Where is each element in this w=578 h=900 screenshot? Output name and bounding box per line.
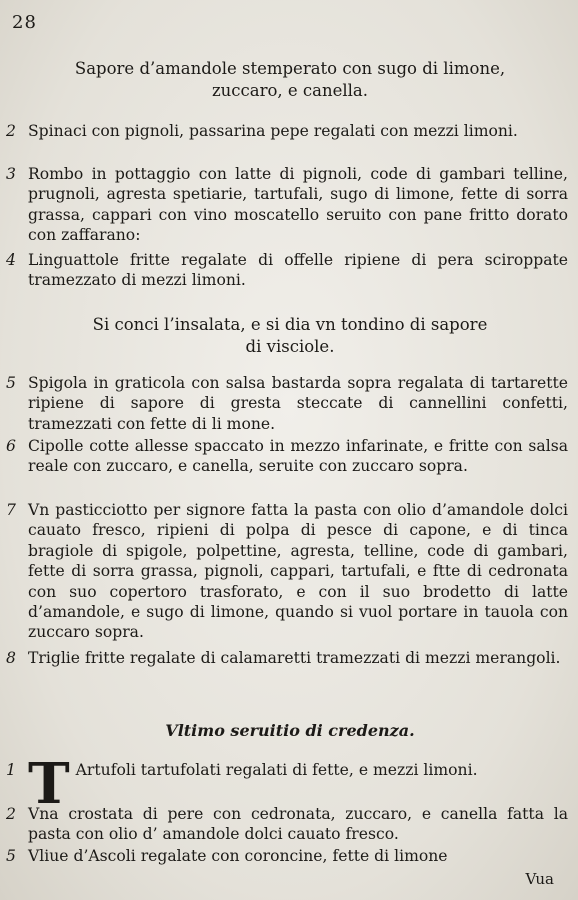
recipe-entry-7 [6, 500, 568, 643]
entry-text: Spigola in graticola con salsa bastarda sopra regalata di tartarette ripiene di sapore di gresta steccate di cannellini confetti, tramezzati con fette di li mone. [28, 374, 568, 433]
heading-line: zuccaro, e canella. [211, 81, 369, 100]
section-heading-insalata [20, 314, 560, 358]
entry-number: 1 [6, 761, 16, 779]
entry-number: 2 [6, 805, 16, 823]
entry-number: 6 [6, 437, 16, 455]
heading-line: Si conci l’insalata, e si dia vn tondino di sapore [92, 315, 488, 334]
page-number: 28 [12, 12, 37, 33]
heading-line: di visciole. [245, 337, 335, 356]
heading-line: Sapore d’amandole stemperato con sugo di limone, [74, 59, 506, 78]
credenza-entry-5 [6, 846, 568, 866]
recipe-entry-2 [6, 121, 568, 141]
recipe-entry-3 [6, 164, 568, 246]
recipe-entry-5 [6, 373, 568, 434]
entry-text: Spinaci con pignoli, passarina pepe regalati con mezzi limoni. [28, 122, 518, 140]
entry-text: Cipolle cotte allesse spaccato in mezzo infarinate, e fritte con salsa reale con zuccaro, e canella, seruite con zuccaro sopra. [28, 437, 568, 476]
entry-number: 5 [6, 847, 16, 865]
entry-text: Rombo in pottaggio con latte di pignoli, code di gambari telline, prugnoli, agresta spetiarie, tartufali, sugo di limone, fette di sorra grassa, cappari con vino moscatello seruito con pane fritto dorato con zaffarano: [28, 165, 568, 245]
recipe-entry-8 [6, 648, 568, 668]
entry-number: 3 [6, 165, 16, 183]
drop-cap-letter: T [28, 751, 70, 817]
entry-text: Linguattole fritte regalate di offelle ripiene di pera sciroppate tramezzato di mezzi limoni. [28, 251, 568, 290]
entry-text: Vna crostata di pere con cedronata, zuccaro, e canella fatta la pasta con olio d’ amandole dolci cauato fresco. [28, 805, 568, 844]
entry-number: 8 [6, 649, 16, 667]
entry-number: 2 [6, 122, 16, 140]
entry-text: Triglie fritte regalate di calamaretti tramezzati di mezzi merangoli. [28, 649, 561, 667]
entry-text: Artufoli tartufolati regalati di fette, e mezzi limoni. [75, 761, 478, 779]
recipe-entry-4 [6, 250, 568, 291]
recipe-entry-6 [6, 436, 568, 477]
section-heading-ultimo: Vltimo seruitio di credenza. [165, 721, 415, 740]
catchword: Vua [525, 870, 554, 888]
entry-text: Vliue d’Ascoli regalate con coroncine, fette di limone [28, 847, 448, 865]
credenza-entry-1 [6, 751, 568, 817]
entry-number: 4 [6, 251, 16, 269]
entry-number: 7 [6, 501, 16, 519]
section-heading-sapore [20, 58, 560, 102]
credenza-entry-2 [6, 804, 568, 845]
entry-number: 5 [6, 374, 16, 392]
entry-text: Vn pasticciotto per signore fatta la pasta con olio d’amandole dolci cauato fresco, ripieni di polpa di pesce di capone, e di tinca bragiole di spigole, polpettine, agresta, telline, code di gambari, fette di sorra grassa, pignoli, cappari, tartufali, e ftte di cedronata con suo copertoro trasforato, e con il suo brodetto di latte d’amandole, e sugo di limone, quando si vuol portare in tauola con zuccaro sopra. [28, 501, 568, 642]
